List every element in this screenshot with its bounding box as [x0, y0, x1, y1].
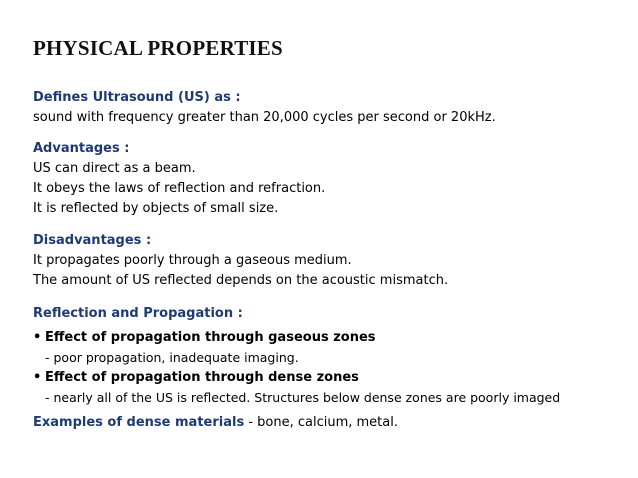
advantages-section	[33, 139, 325, 219]
disadvantage-item: The amount of US reflected depends on the acoustic mismatch.	[33, 273, 449, 288]
examples-text: - bone, calcium, metal.	[244, 415, 398, 430]
bullet-subtext: - nearly all of the US is reflected. Structures below dense zones are poorly imaged	[45, 390, 561, 405]
reflection-heading: Reflection and Propagation :	[33, 306, 243, 321]
advantage-item: US can direct as a beam.	[33, 161, 196, 176]
advantage-item: It obeys the laws of reflection and refraction.	[33, 181, 326, 196]
disadvantages-section	[33, 231, 448, 291]
examples-section	[33, 413, 398, 433]
definition-heading: Defines Ultrasound (US) as :	[33, 90, 241, 105]
advantages-heading: Advantages :	[33, 141, 130, 156]
bullet-text: Effect of propagation through dense zones	[45, 370, 359, 385]
disadvantages-heading: Disadvantages :	[33, 233, 152, 248]
bullet-text: Effect of propagation through gaseous zones	[45, 330, 376, 345]
definition-text: sound with frequency greater than 20,000 cycles per second or 20kHz.	[33, 110, 496, 125]
reflection-section	[33, 304, 560, 408]
definition-section	[33, 88, 496, 128]
bullet-item	[33, 368, 560, 388]
advantage-item: It is reflected by objects of small size.	[33, 201, 279, 216]
disadvantage-item: It propagates poorly through a gaseous medium.	[33, 253, 352, 268]
page-title: PHYSICAL PROPERTIES	[33, 36, 283, 60]
bullet-subtext: - poor propagation, inadequate imaging.	[45, 350, 299, 365]
bullet-marker: •	[33, 330, 42, 345]
bullet-item	[33, 328, 560, 348]
examples-label: Examples of dense materials	[33, 415, 245, 430]
bullet-marker: •	[33, 370, 42, 385]
